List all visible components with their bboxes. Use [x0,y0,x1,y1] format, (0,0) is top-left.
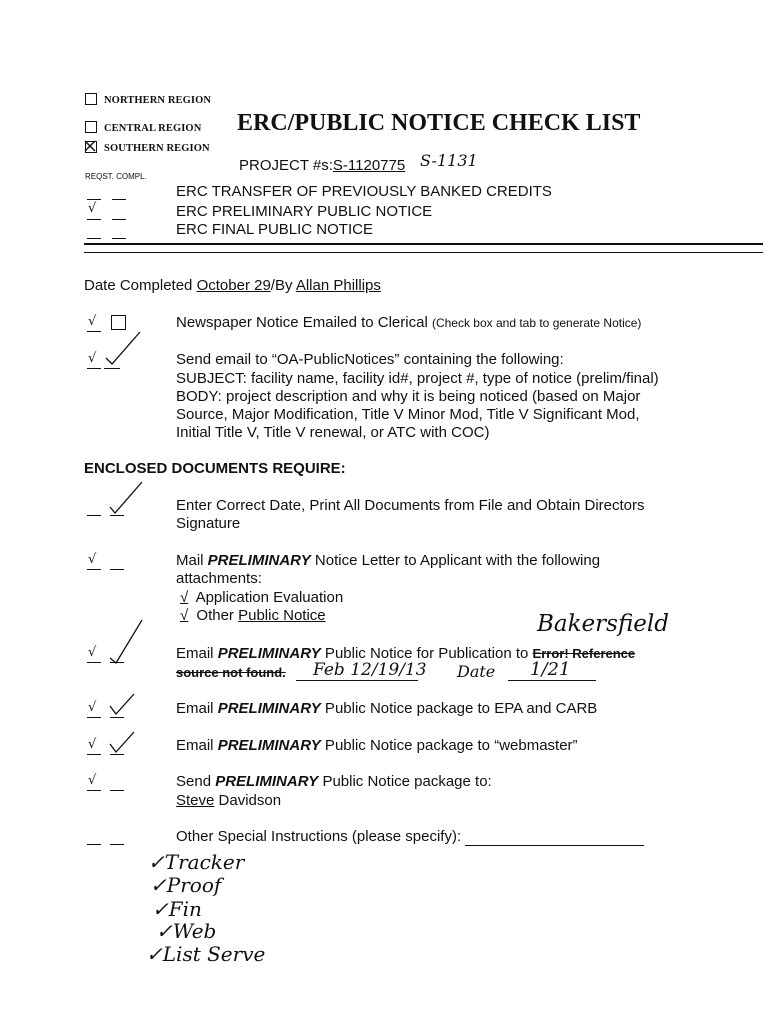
handwritten-check-icon: ✓ [148,850,165,874]
send-email-line: SUBJECT: facility name, facility id#, project #, type of notice (prelim/final) [176,370,659,387]
email-epa-emph: PRELIMINARY [217,700,321,717]
separator-line [84,243,763,245]
email-publication-line2 [176,664,286,681]
handwritten-list-text: Proof [166,873,222,897]
handwritten-place: Bakersfield [537,611,669,637]
project-number-value: S-1120775 [332,157,406,174]
notice-type-prelim-reqst: √ [88,201,97,216]
email-webmaster-rest: Public Notice package to “webmaster” [320,737,578,754]
send-email-line: Send email to “OA-PublicNotices” containing the following: [176,351,564,368]
handwritten-list-text: Fin [168,897,202,921]
handwritten-list-item [148,850,244,874]
send-email-reqst-line [87,368,101,369]
northern-region-label: NORTHERN REGION [104,95,212,106]
handwritten-check-icon: ✓ [146,942,163,966]
enclosed-heading: ENCLOSED DOCUMENTS REQUIRE: [84,460,346,477]
send-email-reqst-mark: √ [88,351,97,366]
compl-header: COMPL. [116,172,147,181]
mail-prelim-reqst-mark: √ [88,552,97,567]
other-compl-line [110,844,124,845]
attachment-application-mark: √ [180,589,189,606]
handwritten-date-label: Date [457,662,496,681]
email-epa-rest: Public Notice package to EPA and CARB [320,700,598,717]
error-source-text: source not found. [176,665,286,680]
error-reference-text: Error! Reference [532,646,636,661]
date-value-underline [508,680,596,681]
email-publication-reqst-mark: √ [88,645,97,660]
other-instructions-line[interactable] [465,845,644,846]
send-email-line: Source, Major Modification, Title V Minor Mod, Title V Significant Mod, [176,406,640,423]
newspaper-reqst-mark: √ [88,314,97,329]
separator-line [84,252,763,253]
date-completed-date: October 29 [196,277,271,294]
mail-prelim-compl-line [110,569,124,570]
attachment-application [176,589,343,606]
date-completed-name: Allan Phillips [295,277,381,294]
mail-prelim-task [176,552,600,569]
email-webmaster-task [176,737,578,754]
handwritten-list-item [150,873,221,897]
mail-prelim-line2: attachments: [176,570,262,587]
handwritten-check-icon: ✓ [152,897,169,921]
southern-region-checkbox[interactable] [85,141,97,153]
northern-region-checkbox[interactable] [85,93,97,105]
attachment-other [176,607,326,624]
send-package-reqst-line [87,790,101,791]
send-package-compl-line [110,790,124,791]
attachment-other-value: Public Notice [238,607,326,624]
handwritten-list-text: List Serve [162,942,266,966]
newspaper-reqst-line [87,331,101,332]
handwritten-list-item [146,942,265,966]
date-completed [84,277,381,294]
handwritten-list-item [156,919,216,943]
send-package-reqst-mark: √ [88,773,97,788]
column-header [85,172,147,181]
send-package-task [176,773,492,790]
email-webmaster-reqst-line [87,754,101,755]
handwritten-check-icon [108,730,138,756]
handwritten-publication-date: Feb 12/19/13 [313,660,427,680]
email-epa-task [176,700,597,717]
handwritten-check-icon [108,692,138,718]
other-reqst-line [87,844,101,845]
publication-date-underline [296,680,418,681]
date-completed-label: Date Completed [84,277,193,294]
attachment-application-label: Application Evaluation [192,589,344,606]
notice-type-reqst-blank [87,219,101,220]
send-package-emph: PRELIMINARY [215,773,319,790]
project-number [239,157,405,174]
notice-type-reqst-blank [87,238,101,239]
other-instructions-label: Other Special Instructions (please specify): [176,828,462,845]
handwritten-date-value: 1/21 [530,659,571,680]
mail-prelim-reqst-line [87,569,101,570]
notice-type-transfer: ERC TRANSFER OF PREVIOUSLY BANKED CREDITS [176,183,552,200]
mail-prelim-emph: PRELIMINARY [207,552,311,569]
southern-region-label: SOUTHERN REGION [104,143,210,154]
email-epa-reqst-mark: √ [88,700,97,715]
handwritten-list-item [152,897,202,921]
enter-date-line: Signature [176,515,241,532]
email-webmaster-reqst-mark: √ [88,737,97,752]
enter-date-line: Enter Correct Date, Print All Documents from File and Obtain Directors [176,497,645,514]
mail-prelim-rest: Notice Letter to Applicant with the following [310,552,601,569]
notice-type-prelim: ERC PRELIMINARY PUBLIC NOTICE [176,203,433,220]
send-package-rest: Public Notice package to: [318,773,492,790]
email-epa-prefix: Email [176,700,218,717]
notice-type-compl-blank [112,238,126,239]
handwritten-check-icon [108,618,148,668]
email-publication-prefix: Email [176,645,218,662]
handwritten-check-icon [108,480,148,520]
checkbox-x-icon [84,140,96,152]
send-email-compl-line [104,368,120,369]
enter-date-reqst-line [87,515,101,516]
newspaper-task-text: Newspaper Notice Emailed to Clerical [176,314,428,331]
notice-type-compl-blank [112,219,126,220]
central-region-label: CENTRAL REGION [104,123,202,134]
mail-prelim-prefix: Mail [176,552,208,569]
email-publication-emph: PRELIMINARY [217,645,321,662]
attachment-other-label: Other [192,607,239,624]
date-completed-by: /By [270,277,293,294]
notice-type-compl-blank [112,199,126,200]
email-webmaster-prefix: Email [176,737,218,754]
handwritten-check-icon [104,328,144,368]
handwritten-list-text: Web [172,919,217,943]
send-package-person-first: Steve [176,792,215,809]
page-title: ERC/PUBLIC NOTICE CHECK LIST [237,110,641,136]
newspaper-task [176,314,641,331]
project-label: PROJECT #s: [239,157,333,174]
central-region-checkbox[interactable] [85,121,97,133]
newspaper-task-note: (Check box and tab to generate Notice) [431,316,642,330]
send-package-person-last: Davidson [214,792,282,809]
notice-type-final: ERC FINAL PUBLIC NOTICE [176,221,373,238]
send-email-line: BODY: project description and why it is being noticed (based on Major [176,388,641,405]
email-publication-reqst-line [87,662,101,663]
email-epa-reqst-line [87,717,101,718]
handwritten-check-icon: ✓ [150,873,167,897]
email-publication-rest: Public Notice for Publication to [320,645,533,662]
send-package-prefix: Send [176,773,216,790]
handwritten-check-icon: ✓ [156,919,173,943]
attachment-other-mark: √ [180,607,189,624]
project-handwritten-number: S-1131 [420,151,478,170]
send-package-person [176,792,281,809]
email-webmaster-emph: PRELIMINARY [217,737,321,754]
send-email-line: Initial Title V, Title V renewal, or ATC with COC) [176,424,490,441]
handwritten-list-text: Tracker [164,850,245,874]
reqst-header: REQST. [85,172,114,181]
